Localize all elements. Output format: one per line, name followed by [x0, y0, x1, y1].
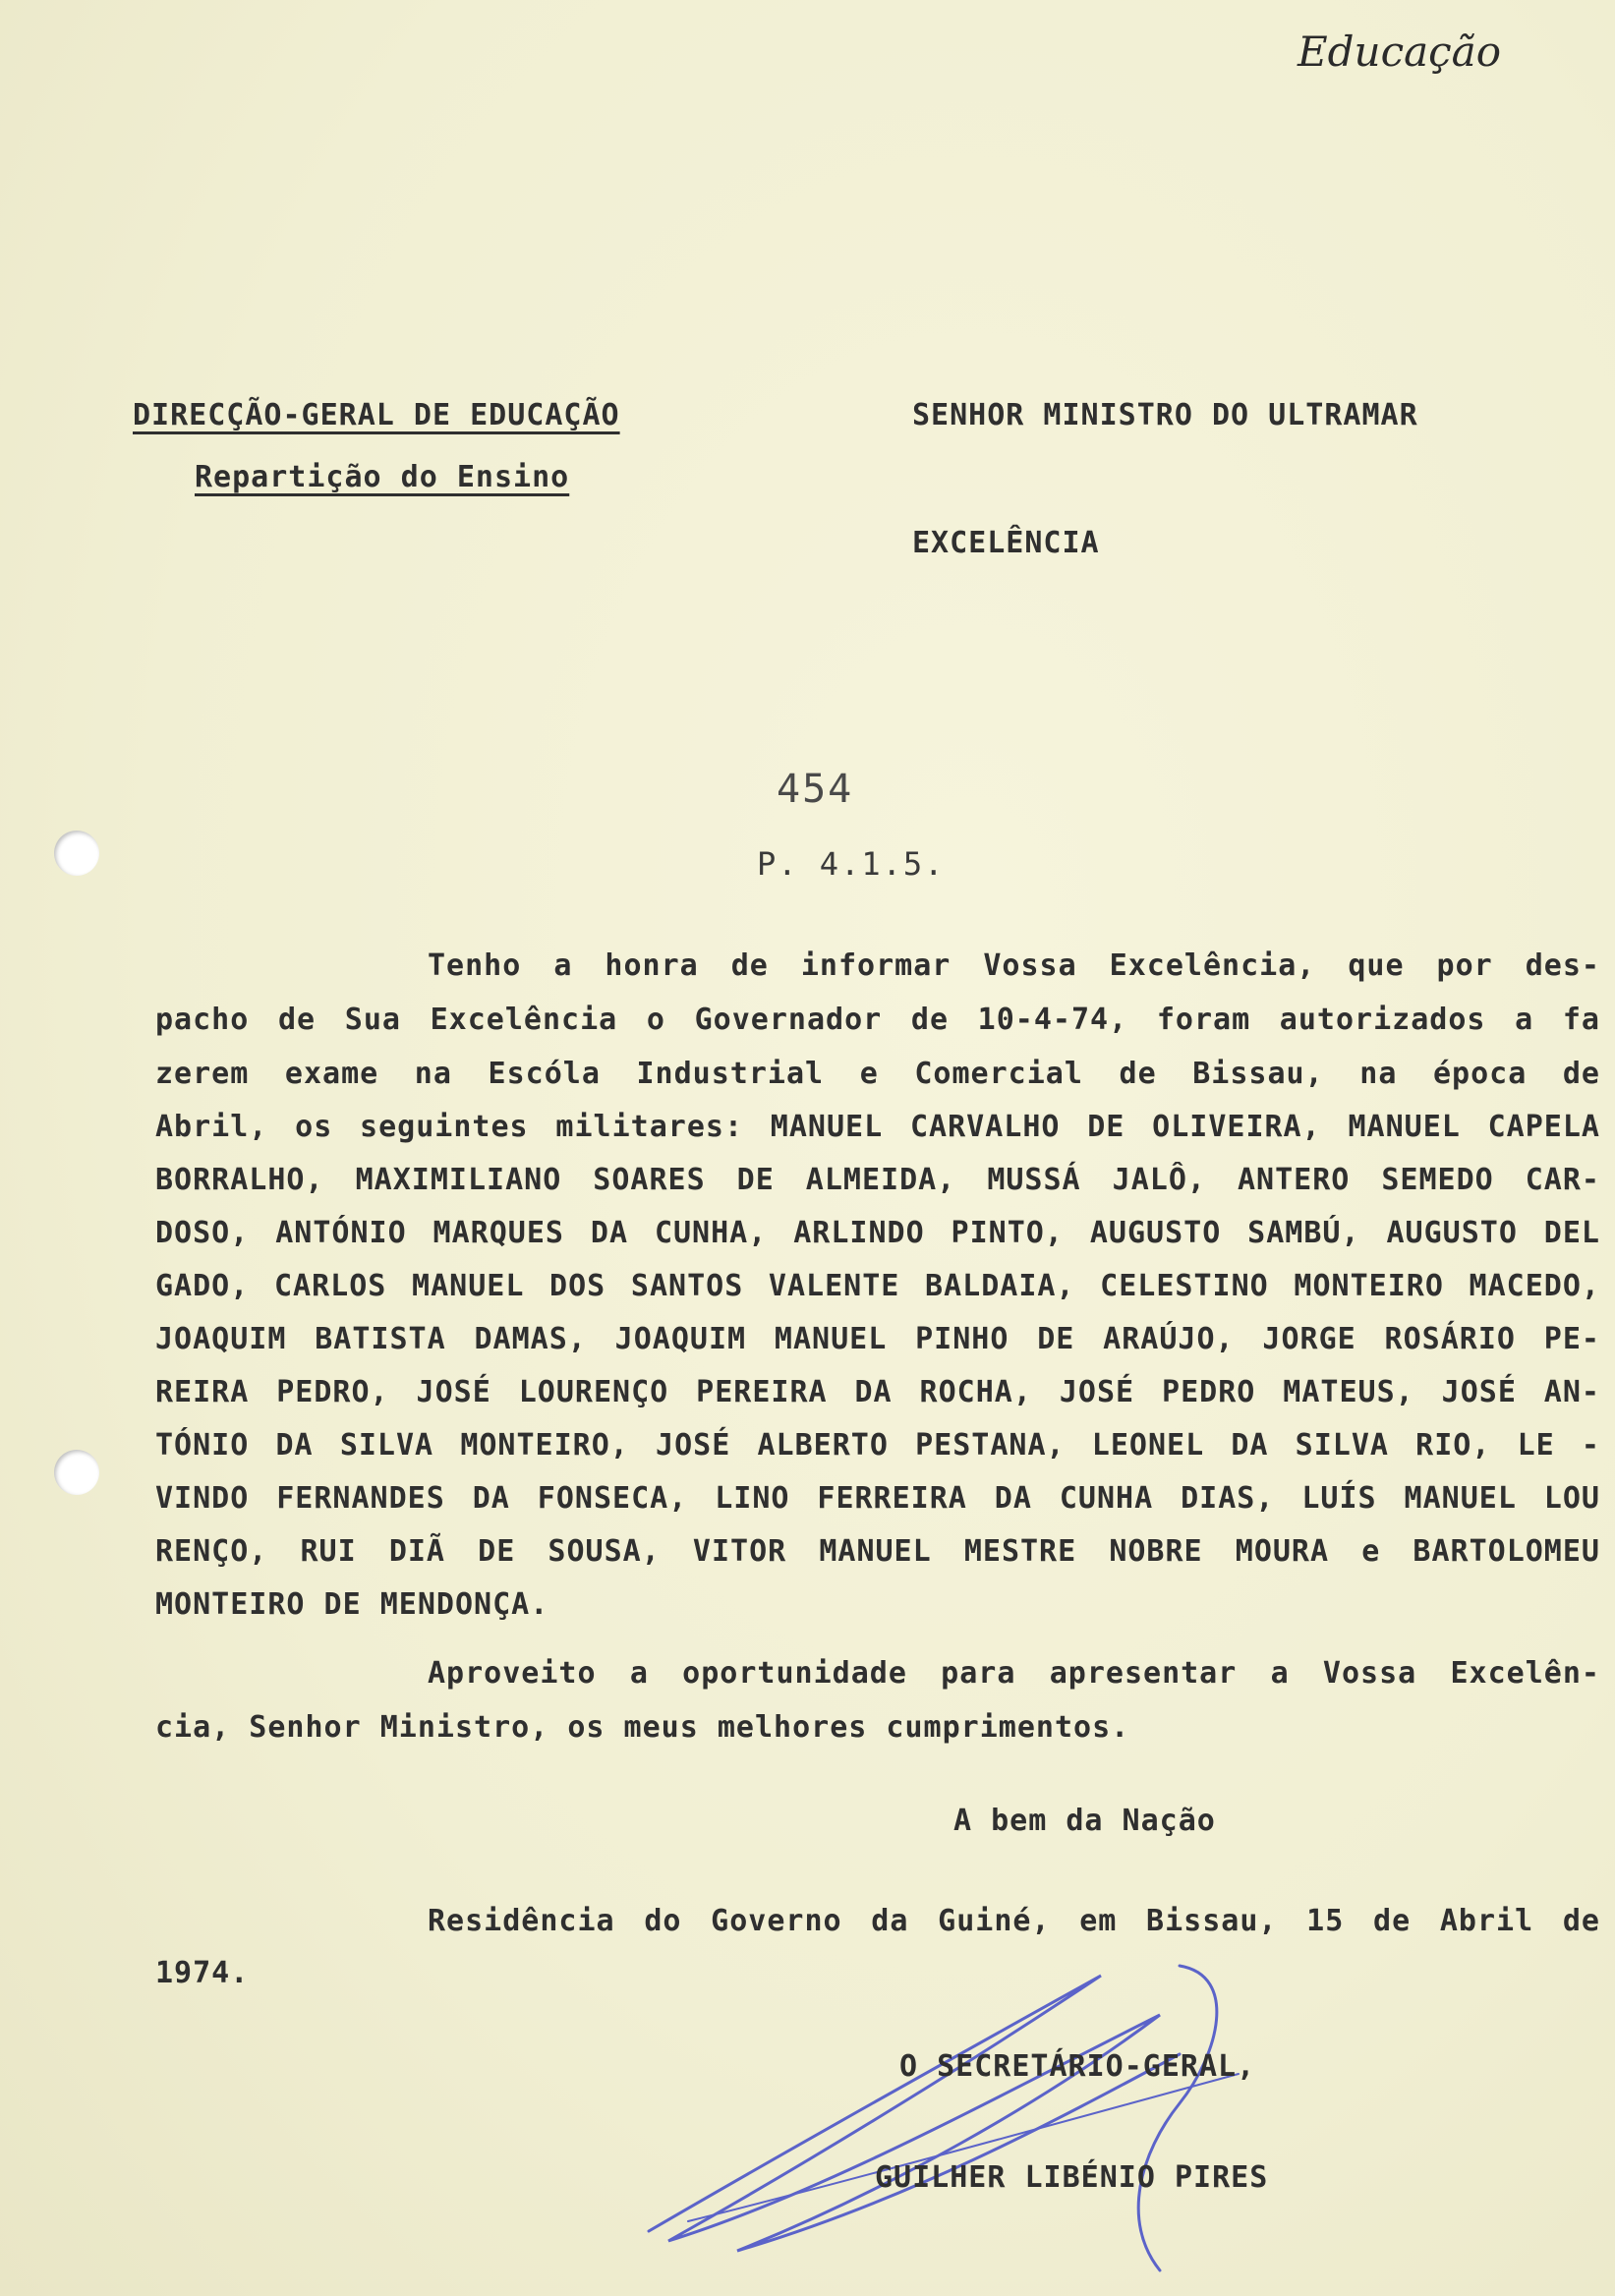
handwritten-note: Educação [1298, 28, 1502, 76]
body-line: REIRA PEDRO, JOSÉ LOURENÇO PEREIRA DA ROCHA, JOSÉ PEDRO MATEUS, JOSÉ AN- [155, 1375, 1600, 1409]
body-line: TÓNIO DA SILVA MONTEIRO, JOSÉ ALBERTO PESTANA, LEONEL DA SILVA RIO, LE - [155, 1428, 1600, 1463]
body-line: DOSO, ANTÓNIO MARQUES DA CUNHA, ARLINDO PINTO, AUGUSTO SAMBÚ, AUGUSTO DEL [155, 1216, 1600, 1250]
document-number: 454 [777, 767, 854, 812]
body-line: Abril, os seguintes militares: MANUEL CARVALHO DE OLIVEIRA, MANUEL CAPELA [155, 1110, 1600, 1144]
salutation: EXCELÊNCIA [912, 526, 1100, 560]
addressee: SENHOR MINISTRO DO ULTRAMAR [912, 398, 1418, 432]
body-line: RENÇO, RUI DIÃ DE SOUSA, VITOR MANUEL MESTRE NOBRE MOURA e BARTOLOMEU [155, 1534, 1600, 1569]
body-line: Tenho a honra de informar Vossa Excelência, que por des- [428, 948, 1600, 983]
punch-hole-top [54, 831, 99, 876]
place-date-line: Residência do Governo da Guiné, em Bissau, 15 de Abril de [428, 1904, 1600, 1938]
signatory-name: GUILHER LIBÉNIO PIRES [875, 2160, 1269, 2195]
section-heading: Repartição do Ensino [195, 460, 570, 494]
body-line: BORRALHO, MAXIMILIANO SOARES DE ALMEIDA, MUSSÁ JALÔ, ANTERO SEMEDO CAR- [155, 1163, 1600, 1197]
department-heading: DIRECÇÃO-GERAL DE EDUCAÇÃO [133, 398, 620, 432]
body-line: GADO, CARLOS MANUEL DOS SANTOS VALENTE BALDAIA, CELESTINO MONTEIRO MACEDO, [155, 1269, 1600, 1303]
body-line: cia, Senhor Ministro, os meus melhores cumprimentos. [155, 1710, 1130, 1745]
handwritten-signature [629, 1936, 1337, 2290]
punch-hole-bottom [54, 1450, 99, 1495]
closing-formula: A bem da Nação [953, 1804, 1216, 1838]
signatory-title: O SECRETÁRIO-GERAL, [899, 2049, 1256, 2084]
body-line: Aproveito a oportunidade para apresentar a Vossa Excelên- [428, 1656, 1600, 1691]
place-date-line: 1974. [155, 1956, 250, 1990]
body-line: zerem exame na Escóla Industrial e Comercial de Bissau, na época de [155, 1057, 1600, 1091]
body-line: VINDO FERNANDES DA FONSECA, LINO FERREIRA DA CUNHA DIAS, LUÍS MANUEL LOU [155, 1481, 1600, 1516]
file-code: P. 4.1.5. [757, 845, 946, 883]
body-line: pacho de Sua Excelência o Governador de 10-4-74, foram autorizados a fa [155, 1003, 1600, 1037]
body-line: MONTEIRO DE MENDONÇA. [155, 1587, 549, 1622]
body-line: JOAQUIM BATISTA DAMAS, JOAQUIM MANUEL PINHO DE ARAÚJO, JORGE ROSÁRIO PE- [155, 1322, 1600, 1356]
